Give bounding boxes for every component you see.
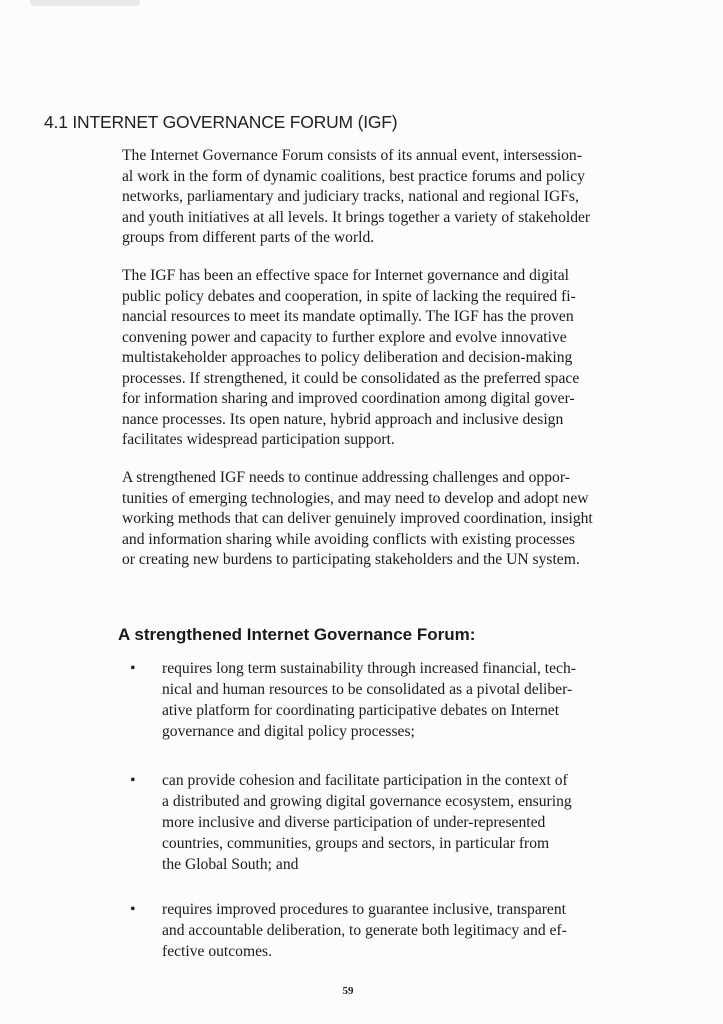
text-line: and youth initiatives at all levels. It brings together a variety of stakeholder xyxy=(122,208,591,226)
text-line: nancial resources to meet its mandate optimally. The IGF has the proven xyxy=(122,308,574,325)
text-line: ative platform for coordinating participative debates on Internet xyxy=(162,702,560,719)
text-line: convening power and capacity to further explore and evolve innovative xyxy=(122,328,567,346)
text-line: The Internet Governance Forum consists of its annual event, intersession- xyxy=(122,147,582,164)
text-line: processes. If strengthened, it could be consolidated as the preferred space xyxy=(122,369,580,387)
text-line: the Global South; and xyxy=(162,856,299,873)
text-line: tunities of emerging technologies, and may need to develop and adopt new xyxy=(122,489,589,507)
bullet-icon: • xyxy=(130,660,136,677)
paragraph-igf-overview xyxy=(122,146,646,249)
text-line: a distributed and growing digital governance ecosystem, ensuring xyxy=(162,793,572,810)
scan-edge-mark xyxy=(30,0,140,6)
text-line: or creating new burdens to participating stakeholders and the UN system. xyxy=(122,551,580,568)
text-line: requires improved procedures to guarantee inclusive, transparent xyxy=(162,901,566,918)
text-line: nical and human resources to be consolidated as a pivotal deliber- xyxy=(162,681,573,698)
page-number: 59 xyxy=(342,985,354,997)
text-line: A strengthened IGF needs to continue addressing challenges and oppor- xyxy=(122,469,570,486)
text-line: and accountable deliberation, to generate both legitimacy and ef- xyxy=(162,922,567,939)
text-line: more inclusive and diverse participation of under-represented xyxy=(162,814,546,831)
text-line: multistakeholder approaches to policy deliberation and decision-making xyxy=(122,349,573,366)
bullet-text xyxy=(162,658,662,742)
bullet-icon: • xyxy=(130,901,136,918)
text-line: nance processes. Its open nature, hybrid approach and inclusive design xyxy=(122,410,564,428)
text-line: and information sharing while avoiding conflicts with existing processes xyxy=(122,530,575,548)
text-line: al work in the form of dynamic coalitions, best practice forums and policy xyxy=(122,167,585,185)
paragraph-igf-effectiveness xyxy=(122,266,646,451)
text-line: The IGF has been an effective space for Internet governance and digital xyxy=(122,267,569,284)
text-line: public policy debates and cooperation, in spite of lacking the required fi- xyxy=(122,287,576,305)
paragraph-igf-strengthened xyxy=(122,468,646,571)
subsection-heading: A strengthened Internet Governance Forum: xyxy=(118,625,476,644)
text-line: facilitates widespread participation support. xyxy=(122,431,395,448)
text-line: groups from different parts of the world. xyxy=(122,229,375,246)
text-line: requires long term sustainability through increased financial, tech- xyxy=(162,660,576,677)
section-heading: 4.1 INTERNET GOVERNANCE FORUM (IGF) xyxy=(44,112,398,132)
text-line: working methods that can deliver genuinely improved coordination, insight xyxy=(122,510,593,527)
text-line: for information sharing and improved coordination among digital gover- xyxy=(122,390,575,407)
text-line: fective outcomes. xyxy=(162,943,272,960)
text-line: countries, communities, groups and sectors, in particular from xyxy=(162,835,550,852)
bullet-text xyxy=(162,770,662,875)
text-line: can provide cohesion and facilitate participation in the context of xyxy=(162,772,568,789)
bullet-icon: • xyxy=(130,772,136,789)
bullet-text xyxy=(162,899,662,962)
text-line: governance and digital policy processes; xyxy=(162,723,415,740)
text-line: networks, parliamentary and judiciary tracks, national and regional IGFs, xyxy=(122,188,579,205)
